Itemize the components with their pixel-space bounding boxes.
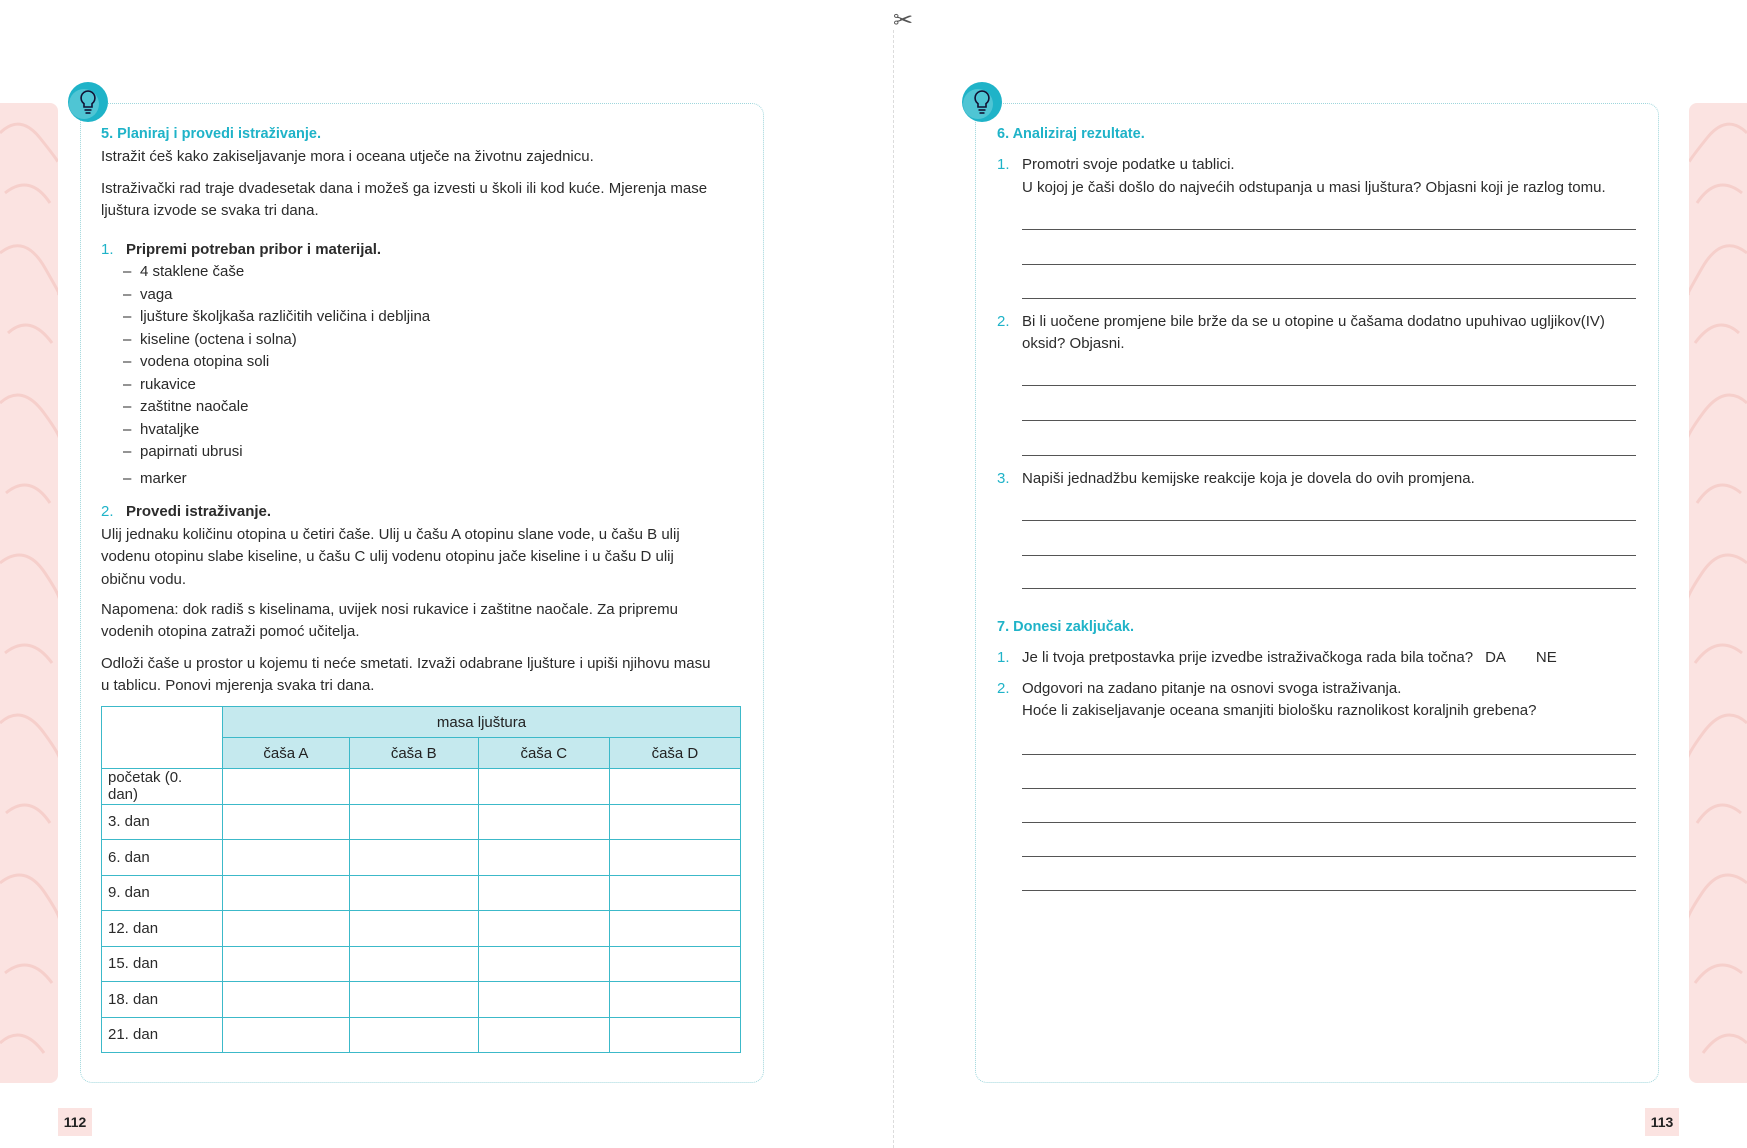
question-number: 2. (997, 680, 1010, 697)
table-cell[interactable] (349, 946, 478, 982)
table-cell[interactable] (609, 804, 740, 840)
answer-line[interactable] (1022, 788, 1636, 789)
table-cell[interactable] (609, 911, 740, 947)
table-cell[interactable] (478, 911, 609, 947)
paragraph-line: Odloži čaše u prostor u kojemu ti neće smetati. Izvaži odabrane ljušture i upiši njihovu masu (101, 655, 711, 672)
list-item: – zaštitne naočale (123, 398, 249, 415)
table-column-header: čaša A (223, 738, 350, 769)
section-title: 5. Planiraj i provedi istraživanje. (101, 126, 322, 142)
table-cell[interactable] (349, 875, 478, 911)
question-text: Napiši jednadžbu kemijske reakcije koja je dovela do ovih promjena. (1022, 470, 1475, 487)
step-title: Pripremi potreban pribor i materijal. (126, 241, 382, 258)
table-cell[interactable] (223, 804, 350, 840)
list-item: – vodena otopina soli (123, 353, 270, 370)
paragraph-line: u tablicu. Ponovi mjerenja svaka tri dana. (101, 677, 375, 694)
table-row (102, 875, 741, 911)
list-item: – kiseline (octena i solna) (123, 330, 297, 348)
question-text: Hoće li zakiseljavanje oceana smanjiti biološku raznolikost koraljnih grebena? (1022, 702, 1537, 719)
question-2 (997, 311, 1605, 334)
table-row (102, 804, 741, 840)
table-cell[interactable] (478, 946, 609, 982)
list-item: – papirnati ubrusi (123, 443, 243, 460)
step-number: 2. (101, 503, 114, 520)
conclusion-1 (997, 647, 1557, 670)
answer-line[interactable] (1022, 455, 1636, 456)
answer-line[interactable] (1022, 754, 1636, 755)
table-cell[interactable] (478, 1017, 609, 1053)
question-3 (997, 468, 1475, 491)
paragraph-line: Istraživački rad traje dvadesetak dana i možeš ga izvesti u školi ili kod kuće. Mjerenja mase (101, 180, 708, 197)
decorative-pattern-right (1689, 103, 1747, 1083)
answer-line[interactable] (1022, 229, 1636, 230)
table-cell[interactable] (349, 804, 478, 840)
page-number-right: 113 (1645, 1108, 1679, 1136)
table-cell[interactable] (223, 911, 350, 947)
question-1 (997, 154, 1235, 177)
answer-yes[interactable]: DA (1485, 649, 1506, 666)
answer-line[interactable] (1022, 555, 1636, 556)
lightbulb-icon (66, 80, 110, 124)
table-row (102, 769, 741, 805)
table-cell[interactable] (223, 840, 350, 876)
answer-line[interactable] (1022, 520, 1636, 521)
right-page-card (975, 103, 1659, 1083)
table-cell[interactable] (478, 804, 609, 840)
table-column-header: čaša B (349, 738, 478, 769)
list-item: – hvataljke (123, 420, 200, 438)
note-line: vodenih otopina zatraži pomoć učitelja. (101, 623, 360, 640)
question-text: Promotri svoje podatke u tablici. (1022, 156, 1235, 173)
question-number: 1. (997, 649, 1010, 666)
answer-line[interactable] (1022, 420, 1636, 421)
paragraph-line: vodenu otopinu slabe kiseline, u čašu C ulij vodenu otopinu jače kiseline i u čašu D ulij (101, 548, 674, 565)
table-cell[interactable] (609, 875, 740, 911)
list-item: – rukavice (123, 375, 196, 393)
row-label: 21. dan (102, 1017, 223, 1053)
table-cell[interactable] (609, 840, 740, 876)
table-cell[interactable] (349, 769, 478, 805)
step-2 (101, 501, 271, 524)
materials-list (123, 261, 430, 490)
table-cell[interactable] (349, 840, 478, 876)
table-cell[interactable] (609, 946, 740, 982)
row-label: 12. dan (102, 911, 223, 947)
paragraph-line: ljuštura izvode se svaka tri dana. (101, 202, 319, 219)
decorative-pattern-left (0, 103, 58, 1083)
table-cell[interactable] (223, 769, 350, 805)
table-row (102, 1017, 741, 1053)
scissors-icon: ✂ (893, 6, 914, 34)
table-cell[interactable] (609, 1017, 740, 1053)
table-cell[interactable] (478, 769, 609, 805)
table-corner (102, 707, 223, 769)
section-title: 6. Analiziraj rezultate. (997, 126, 1145, 142)
step-title: Provedi istraživanje. (126, 503, 272, 520)
paragraph-line: običnu vodu. (101, 571, 187, 588)
table-row (102, 946, 741, 982)
row-label: početak (0. dan) (102, 769, 223, 805)
list-item: – 4 staklene čaše (123, 263, 245, 280)
question-number: 2. (997, 313, 1010, 330)
question-text: Odgovori na zadano pitanje na osnovi svoga istraživanja. (1022, 680, 1402, 697)
answer-line[interactable] (1022, 890, 1636, 891)
list-item: – marker (123, 469, 187, 487)
row-label: 15. dan (102, 946, 223, 982)
lightbulb-icon (960, 80, 1004, 124)
table-cell[interactable] (478, 982, 609, 1018)
row-label: 3. dan (102, 804, 223, 840)
question-number: 3. (997, 470, 1010, 487)
row-label: 18. dan (102, 982, 223, 1018)
note-line: Napomena: dok radiš s kiselinama, uvijek nosi rukavice i zaštitne naočale. Za pripremu (101, 601, 678, 618)
table-row (102, 982, 741, 1018)
mass-table (101, 706, 741, 1053)
page-number-left: 112 (58, 1108, 92, 1136)
question-text: U kojoj je čaši došlo do najvećih odstupanja u masi ljuštura? Objasni koji je razlog tomu. (1022, 179, 1606, 196)
table-cell[interactable] (478, 840, 609, 876)
table-cell[interactable] (223, 946, 350, 982)
table-cell[interactable] (349, 1017, 478, 1053)
table-column-header: čaša D (609, 738, 740, 769)
conclusion-2 (997, 678, 1401, 701)
step-number: 1. (101, 241, 114, 258)
answer-line[interactable] (1022, 264, 1636, 265)
table-cell[interactable] (223, 875, 350, 911)
question-number: 1. (997, 156, 1010, 173)
list-item: – vaga (123, 285, 173, 303)
question-text: Je li tvoja pretpostavka prije izvedbe istraživačkoga rada bila točna? (1022, 649, 1474, 666)
question-text: oksid? Objasni. (1022, 335, 1125, 352)
answer-no[interactable]: NE (1535, 649, 1557, 666)
answer-line[interactable] (1022, 385, 1636, 386)
table-cell[interactable] (609, 982, 740, 1018)
step-1 (101, 239, 381, 262)
table-cell[interactable] (349, 911, 478, 947)
table-column-header: čaša C (478, 738, 609, 769)
table-cell[interactable] (349, 982, 478, 1018)
answer-line[interactable] (1022, 588, 1636, 589)
page-spine (893, 30, 894, 1148)
intro-text: Istražit ćeš kako zakiseljavanje mora i oceana utječe na životnu zajednicu. (101, 148, 594, 165)
section-title: 7. Donesi zaključak. (997, 619, 1135, 635)
table-group-header: masa ljuštura (223, 707, 741, 738)
answer-line[interactable] (1022, 856, 1636, 857)
table-row (102, 840, 741, 876)
row-label: 9. dan (102, 875, 223, 911)
row-label: 6. dan (102, 840, 223, 876)
question-text: Bi li uočene promjene bile brže da se u otopine u čašama dodatno upuhivao ugljikov(IV) (1022, 313, 1605, 330)
list-item: – ljušture školjkaša različitih veličina i debljina (123, 308, 431, 325)
table-cell[interactable] (223, 982, 350, 1018)
table-cell[interactable] (223, 1017, 350, 1053)
table-cell[interactable] (478, 875, 609, 911)
answer-line[interactable] (1022, 298, 1636, 299)
answer-line[interactable] (1022, 822, 1636, 823)
paragraph-line: Ulij jednaku količinu otopina u četiri čaše. Ulij u čašu A otopinu slane vode, u čašu B ulij (101, 526, 680, 543)
table-cell[interactable] (609, 769, 740, 805)
table-row (102, 911, 741, 947)
